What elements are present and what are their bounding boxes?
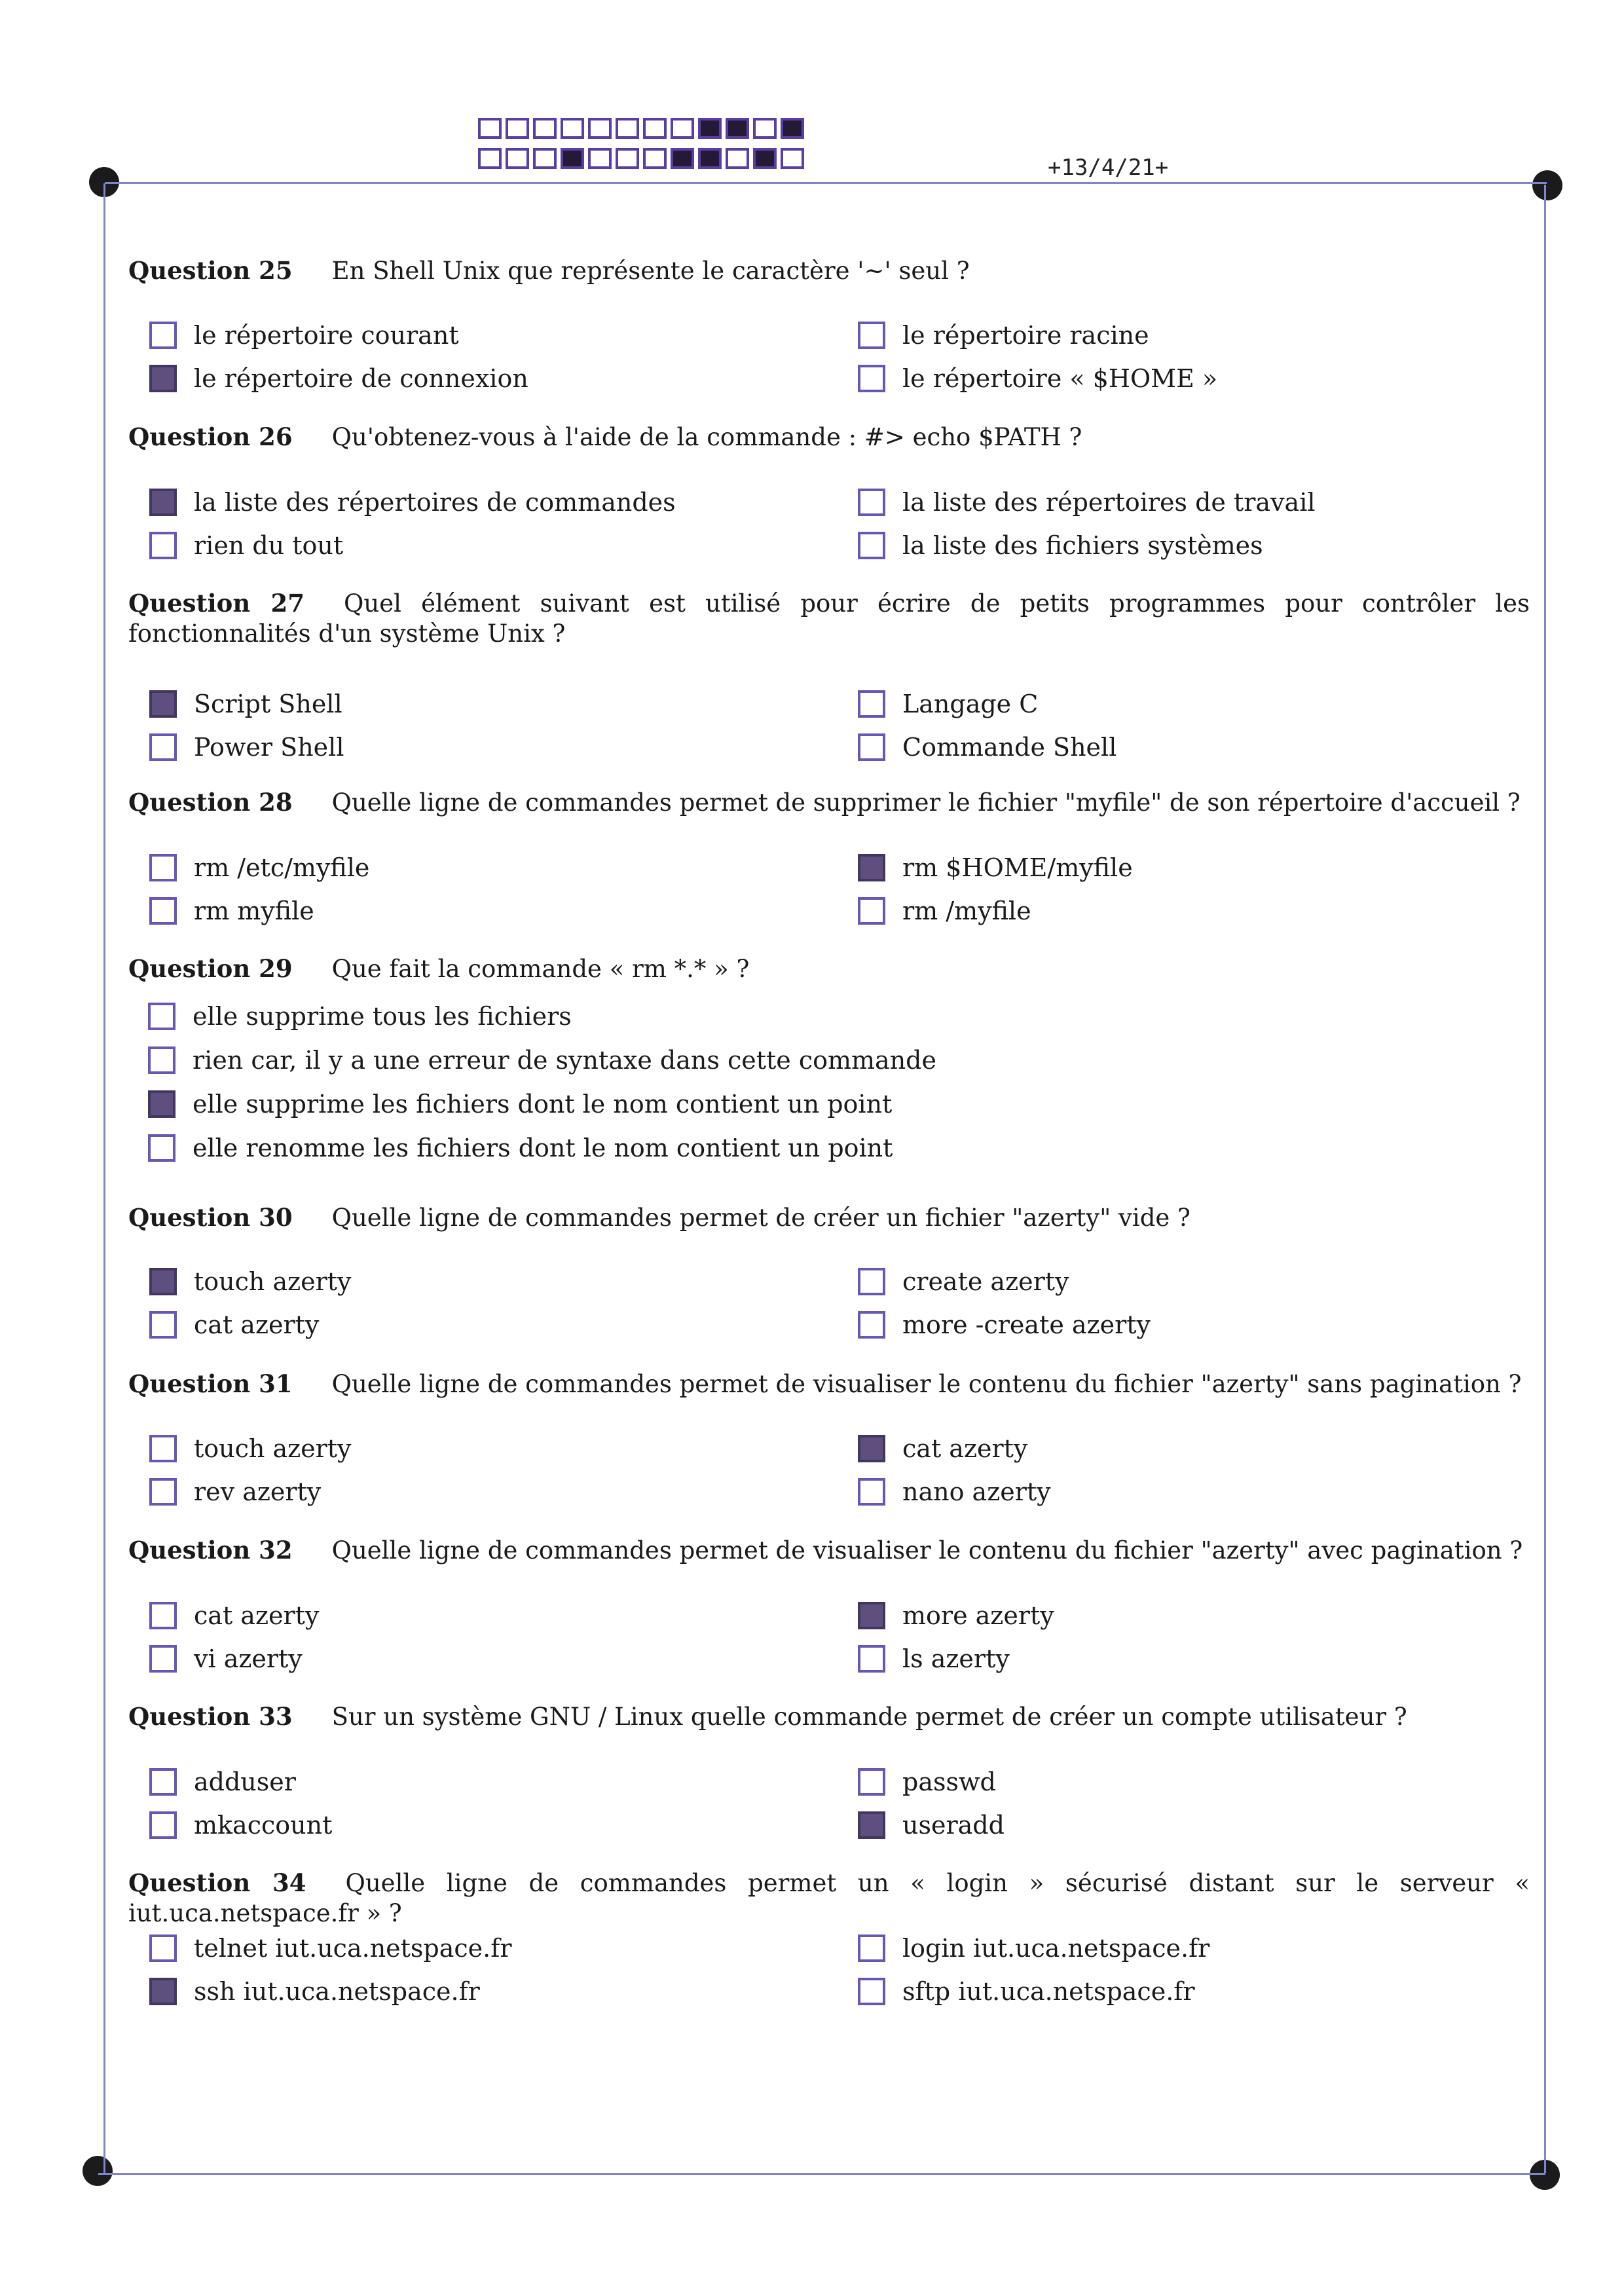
answer-option[interactable] — [858, 1977, 1195, 2006]
empty-checkbox[interactable] — [858, 1268, 885, 1295]
answer-option[interactable] — [149, 1434, 352, 1463]
answer-option[interactable] — [149, 488, 676, 517]
empty-checkbox[interactable] — [149, 1602, 177, 1629]
page-code-row-2 — [478, 148, 808, 169]
answer-label: rm myfile — [194, 897, 314, 925]
answer-option[interactable] — [149, 1977, 480, 2006]
answer-label: Langage C — [902, 690, 1039, 718]
question-28-heading — [128, 787, 1530, 818]
answer-label: sftp iut.uca.netspace.fr — [902, 1977, 1195, 2006]
question-27-heading — [128, 588, 1530, 649]
question-33-heading — [128, 1701, 1530, 1732]
answer-label: nano azerty — [902, 1477, 1051, 1506]
answer-option[interactable] — [149, 1644, 303, 1673]
page-code-cell — [533, 148, 557, 169]
question-text: Quelle ligne de commandes permet un « login » sécurisé distant sur le serveur « iut.uca.netspace.fr » ? — [128, 1869, 1530, 1927]
page-code-cell — [533, 118, 557, 139]
page-code-cell — [753, 148, 777, 169]
checked-checkbox[interactable] — [149, 1978, 177, 2005]
checked-checkbox[interactable] — [149, 489, 177, 516]
answer-option[interactable] — [858, 733, 1116, 762]
question-number: Question 26 — [128, 422, 293, 451]
question-30-heading — [128, 1202, 1530, 1233]
checked-checkbox[interactable] — [858, 854, 885, 881]
answer-option[interactable] — [149, 1477, 321, 1506]
question-text: Quel élément suivant est utilisé pour écrire de petits programmes pour contrôler les fonctionnalités d'un système Unix ? — [128, 589, 1530, 648]
checked-checkbox[interactable] — [149, 365, 177, 392]
page-code-cell — [671, 148, 694, 169]
answer-label: Commande Shell — [902, 733, 1117, 762]
question-number: Question 29 — [128, 954, 293, 983]
answer-label: la liste des répertoires de commandes — [194, 488, 676, 517]
checked-checkbox[interactable] — [149, 690, 177, 718]
checked-checkbox[interactable] — [858, 1435, 885, 1462]
page-code-cell — [781, 148, 804, 169]
question-text: Quelle ligne de commandes permet de créer un fichier "azerty" vide ? — [331, 1204, 1190, 1232]
empty-checkbox[interactable] — [149, 1435, 177, 1462]
answer-label: ls azerty — [902, 1644, 1010, 1673]
checked-checkbox[interactable] — [148, 1090, 175, 1118]
page-code-row-1 — [478, 118, 808, 139]
answer-label: elle supprime tous les fichiers — [193, 1002, 572, 1031]
question-32-heading — [128, 1535, 1530, 1566]
empty-checkbox[interactable] — [858, 365, 885, 392]
page-code-cell — [726, 118, 749, 139]
page-code-cell — [478, 118, 502, 139]
answer-label: mkaccount — [194, 1811, 333, 1840]
registration-mark-bottom-left — [83, 2156, 113, 2186]
question-number: Question 30 — [128, 1203, 293, 1232]
question-26-heading — [128, 422, 1530, 453]
empty-checkbox[interactable] — [149, 854, 177, 881]
answer-label: elle renomme les fichiers dont le nom contient un point — [193, 1134, 893, 1162]
question-number: Question 33 — [128, 1702, 293, 1731]
question-25-heading — [128, 255, 1530, 286]
answer-label: vi azerty — [194, 1644, 303, 1673]
frame-left — [103, 183, 105, 2174]
frame-right — [1544, 185, 1546, 2173]
empty-checkbox[interactable] — [148, 1046, 175, 1074]
page-code-cell — [781, 118, 804, 139]
answer-label: la liste des fichiers systèmes — [902, 531, 1263, 560]
question-number: Question 31 — [128, 1369, 293, 1398]
answer-label: rev azerty — [194, 1477, 322, 1506]
answer-option[interactable] — [858, 1644, 1010, 1673]
page-code-cell — [643, 118, 667, 139]
answer-option[interactable] — [149, 364, 528, 393]
answer-option[interactable] — [149, 1811, 332, 1840]
answer-option[interactable] — [858, 1477, 1051, 1506]
empty-checkbox[interactable] — [149, 1935, 177, 1962]
answer-label: cat azerty — [902, 1434, 1028, 1463]
answer-option[interactable] — [858, 1434, 1027, 1463]
answer-label: touch azerty — [194, 1267, 352, 1296]
answer-option[interactable] — [148, 1090, 892, 1119]
page-code: +13/4/21+ — [1048, 155, 1169, 181]
question-34-heading — [128, 1868, 1530, 1929]
checked-checkbox[interactable] — [858, 1602, 885, 1629]
answer-option[interactable] — [148, 1046, 936, 1075]
answer-option[interactable] — [858, 897, 1031, 925]
answer-option[interactable] — [149, 531, 343, 560]
question-31-heading — [128, 1369, 1530, 1399]
answer-label: rien car, il y a une erreur de syntaxe dans cette commande — [193, 1046, 936, 1075]
answer-label: Power Shell — [194, 733, 344, 762]
question-number: Question 25 — [128, 256, 293, 285]
frame-top — [105, 182, 1547, 184]
answer-label: cat azerty — [194, 1310, 320, 1339]
answer-label: rm /etc/myfile — [194, 853, 370, 882]
question-number: Question 32 — [128, 1536, 293, 1565]
answer-label: create azerty — [902, 1267, 1069, 1296]
page-code-cell — [561, 118, 584, 139]
question-text: Sur un système GNU / Linux quelle commande permet de créer un compte utilisateur ? — [331, 1703, 1407, 1731]
empty-checkbox[interactable] — [858, 897, 885, 925]
empty-checkbox[interactable] — [148, 1003, 175, 1030]
page-code-cell — [643, 148, 667, 169]
page-code-cell — [726, 148, 749, 169]
answer-label: touch azerty — [194, 1434, 352, 1463]
page-code-cell — [698, 148, 722, 169]
page-code-cell — [698, 118, 722, 139]
empty-checkbox[interactable] — [858, 489, 885, 516]
empty-checkbox[interactable] — [149, 322, 177, 349]
answer-label: rm /myfile — [902, 897, 1031, 925]
answer-option[interactable] — [858, 1267, 1069, 1296]
empty-checkbox[interactable] — [858, 322, 885, 349]
answer-option[interactable] — [858, 1811, 1005, 1840]
answer-label: le répertoire racine — [902, 321, 1149, 350]
answer-option[interactable] — [858, 1768, 996, 1796]
empty-checkbox[interactable] — [858, 1311, 885, 1339]
empty-checkbox[interactable] — [858, 1645, 885, 1673]
answer-option[interactable] — [149, 1310, 319, 1339]
answer-option[interactable] — [148, 1002, 572, 1031]
answer-label: telnet iut.uca.netspace.fr — [194, 1934, 512, 1963]
answer-label: passwd — [902, 1768, 996, 1796]
empty-checkbox[interactable] — [149, 897, 177, 925]
answer-option[interactable] — [858, 488, 1316, 517]
empty-checkbox[interactable] — [858, 1768, 885, 1796]
answer-option[interactable] — [149, 733, 344, 762]
page-code-cell — [478, 148, 502, 169]
empty-checkbox[interactable] — [858, 532, 885, 559]
answer-option[interactable] — [149, 853, 369, 882]
empty-checkbox[interactable] — [149, 532, 177, 559]
answer-label: la liste des répertoires de travail — [902, 488, 1316, 517]
question-text: Quelle ligne de commandes permet de supprimer le fichier "myfile" de son répertoire d'accueil ? — [331, 788, 1521, 817]
empty-checkbox[interactable] — [858, 1935, 885, 1962]
empty-checkbox[interactable] — [858, 1978, 885, 2005]
answer-option[interactable] — [149, 1267, 352, 1296]
question-number: Question 34 — [128, 1868, 306, 1897]
answer-label: useradd — [902, 1811, 1005, 1840]
empty-checkbox[interactable] — [149, 1768, 177, 1796]
question-text: Quelle ligne de commandes permet de visualiser le contenu du fichier "azerty" sans pagination ? — [331, 1370, 1522, 1398]
answer-option[interactable] — [858, 690, 1038, 718]
answer-option[interactable] — [858, 853, 1133, 882]
checked-checkbox[interactable] — [858, 1811, 885, 1839]
question-text: Quelle ligne de commandes permet de visualiser le contenu du fichier "azerty" avec pagination ? — [331, 1536, 1523, 1565]
page-code-cell — [506, 148, 529, 169]
empty-checkbox[interactable] — [858, 690, 885, 718]
question-text: En Shell Unix que représente le caractère '~' seul ? — [331, 257, 970, 285]
answer-option[interactable] — [149, 1601, 319, 1630]
answer-option[interactable] — [149, 321, 459, 350]
empty-checkbox[interactable] — [149, 1311, 177, 1339]
answer-option[interactable] — [858, 531, 1263, 560]
answer-label: login iut.uca.netspace.fr — [902, 1934, 1210, 1963]
answer-option[interactable] — [858, 1934, 1209, 1963]
empty-checkbox[interactable] — [858, 1478, 885, 1506]
answer-label: Script Shell — [194, 690, 342, 718]
answer-option[interactable] — [858, 364, 1217, 393]
empty-checkbox[interactable] — [149, 733, 177, 761]
page-code-cell — [588, 148, 612, 169]
answer-option[interactable] — [858, 1310, 1151, 1339]
answer-label: more azerty — [902, 1601, 1054, 1630]
answer-label: more -create azerty — [902, 1310, 1151, 1339]
page-code-cell — [588, 118, 612, 139]
question-number: Question 28 — [128, 788, 293, 817]
answer-option[interactable] — [148, 1134, 893, 1162]
page-code-cell — [561, 148, 584, 169]
page-code-cell — [506, 118, 529, 139]
question-number: Question 27 — [128, 589, 305, 618]
answer-option[interactable] — [149, 1934, 511, 1963]
answer-label: le répertoire courant — [194, 321, 459, 350]
page-code-cell — [616, 148, 639, 169]
question-29-heading — [128, 954, 1530, 984]
checked-checkbox[interactable] — [149, 1268, 177, 1295]
answer-option[interactable] — [149, 690, 342, 718]
question-text: Que fait la commande « rm *.* » ? — [331, 955, 750, 983]
answer-option[interactable] — [858, 1601, 1054, 1630]
frame-bottom — [98, 2173, 1545, 2175]
empty-checkbox[interactable] — [149, 1811, 177, 1839]
empty-checkbox[interactable] — [858, 733, 885, 761]
answer-label: cat azerty — [194, 1601, 320, 1630]
page-code-cell — [753, 118, 777, 139]
empty-checkbox[interactable] — [149, 1645, 177, 1673]
answer-label: rien du tout — [194, 531, 344, 560]
answer-label: adduser — [194, 1768, 296, 1796]
answer-label: le répertoire « $HOME » — [902, 364, 1218, 393]
registration-mark-top-right — [1532, 170, 1562, 200]
answer-option[interactable] — [149, 897, 314, 925]
empty-checkbox[interactable] — [149, 1478, 177, 1506]
answer-label: le répertoire de connexion — [194, 364, 528, 393]
answer-label: elle supprime les fichiers dont le nom contient un point — [193, 1090, 893, 1119]
page-code-cell — [671, 118, 694, 139]
empty-checkbox[interactable] — [148, 1134, 175, 1162]
answer-option[interactable] — [858, 321, 1149, 350]
answer-label: ssh iut.uca.netspace.fr — [194, 1977, 480, 2006]
answer-label: rm $HOME/myfile — [902, 853, 1133, 882]
answer-option[interactable] — [149, 1768, 296, 1796]
question-text: Qu'obtenez-vous à l'aide de la commande : #> echo $PATH ? — [331, 423, 1082, 451]
page-code-cell — [616, 118, 639, 139]
